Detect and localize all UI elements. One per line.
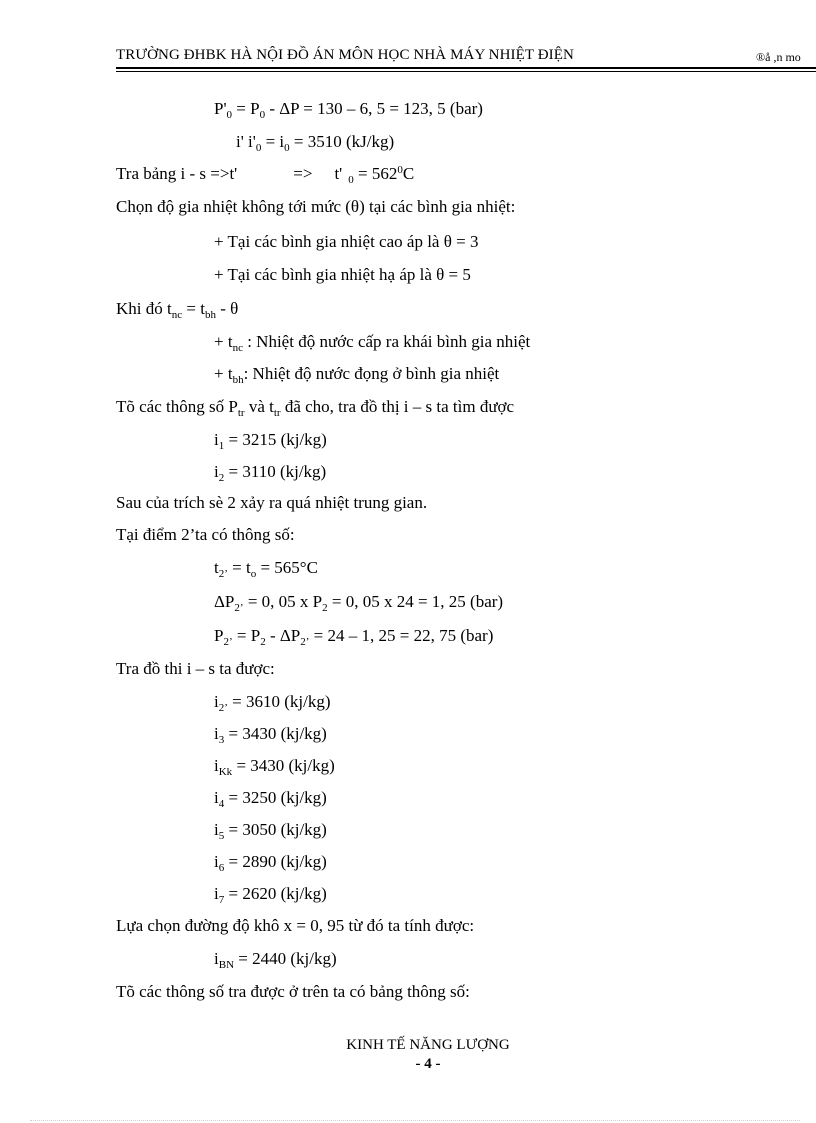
text-tra-bang: Tra bảng i - s =>t' => t' $_0 = 562^0C$: [116, 164, 415, 186]
equation-i3: $i_3 = 3430$ (kj/kg): [214, 724, 327, 746]
equation-i0: i' $i'_0 = i_0 = 3510$ (kJ/kg): [236, 132, 395, 154]
equation-t2: $t_{2’} = t_o = 565^\circ C$: [214, 558, 318, 580]
footer-title: KINH TẾ NĂNG LƯỢNG: [346, 1037, 510, 1053]
equation-i6: $i_6 = 2890$ (kj/kg): [214, 852, 327, 874]
equation-i5: $i_5 = 3050$ (kj/kg): [214, 820, 327, 842]
equation-i2: $i_2 = 3110$ (kj/kg): [214, 462, 327, 484]
bullet-ha-ap: + Tại các bình gia nhiệt hạ áp là θ = 5: [214, 265, 471, 284]
equation-i7: $i_7 = 2620$ (kj/kg): [214, 884, 327, 906]
bullet-tbh: + $t_{bh}$: Nhiệt độ nước đọng ở bình gia nhiệt: [214, 364, 500, 386]
text-tra-do-thi: Tra đồ thi i – s ta được:: [116, 659, 275, 678]
header-rule-thick: [116, 67, 816, 69]
header-title: TRƯỜNG ĐHBK HÀ NỘI ĐỒ ÁN MÔN HỌC NHÀ MÁY NHIỆT ĐIỆN: [116, 47, 574, 63]
equation-i2-prime: $i_{2’} = 3610$ (kj/kg): [214, 692, 331, 714]
header-rule-thin: [116, 71, 816, 72]
equation-ikk: $i_{Kk} = 3430$ (kj/kg): [214, 756, 335, 778]
text-to-cac-thong-so-tra: Tõ các thông số tra được ở trên ta có bảng thông số:: [116, 982, 470, 1001]
text-sau-cua-trich: Sau của trích sè 2 xảy ra quá nhiệt trung gian.: [116, 493, 428, 512]
equation-i1: $i_1 = 3215$ (kj/kg): [214, 430, 327, 452]
page-bottom-border: [30, 1120, 800, 1121]
text-chon-do-gia-nhiet: Chọn độ gia nhiệt không tới mức (θ) tại các bình gia nhiệt:: [116, 197, 516, 216]
bullet-tnc: + $t_{nc}$ : Nhiệt độ nước cấp ra khái bình gia nhiệt: [214, 332, 531, 354]
equation-p0: $P'_0 = P_0 - \Delta P = 130 - 6$, 5 = 123, 5 (bar): [214, 99, 483, 121]
header-right-text: ®å ,n mo: [756, 50, 801, 64]
text-to-cac-thong-so: Tõ các thông số $P_{tr}$ và $t_{tr}$ đã cho, tra đồ thị i – s ta tìm được: [116, 397, 515, 419]
equation-khi-do: Khi đó $t_{nc} = t_{bh} - \theta$: [116, 299, 239, 321]
page-number: - 4 -: [415, 1056, 441, 1072]
bullet-cao-ap: + Tại các bình gia nhiệt cao áp là θ = 3: [214, 232, 479, 251]
equation-dp2: $\Delta P_{2’} = 0$, 05 x $P_2 = 0$, 05 x 24 = 1, 25 (bar): [214, 592, 504, 614]
text-tai-diem: Tại điểm 2’ta có thông số:: [116, 525, 295, 544]
page-header: [0, 0, 816, 74]
equation-ibn: $i_{BN} = 2440$ (kj/kg): [214, 949, 337, 971]
equation-p2: $P_{2’} = P_2 - \Delta P_{2’} = 24 - 1$, 25 = 22, 75 (bar): [214, 626, 494, 648]
equation-i4: $i_4 = 3250$ (kj/kg): [214, 788, 327, 810]
text-lua-chon: Lựa chọn đường độ khô x = 0, 95 từ đó ta tính được:: [116, 916, 475, 935]
